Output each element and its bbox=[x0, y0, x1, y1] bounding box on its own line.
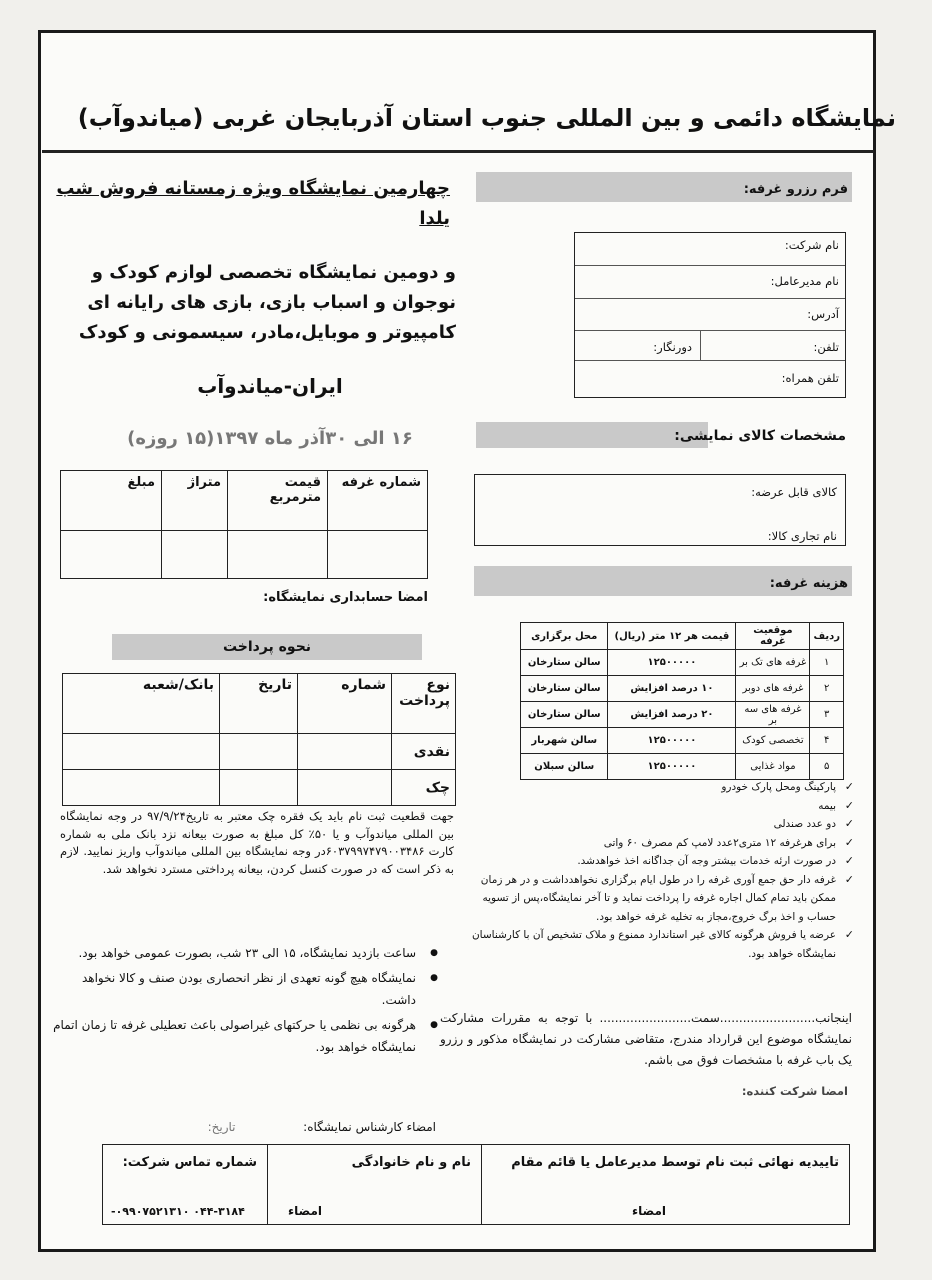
page-title: نمایشگاه دائمی و بین المللی جنوب استان آذربایجان غربی (میاندوآب) bbox=[77, 104, 896, 132]
list-item: ✓ دو عدد صندلی bbox=[470, 815, 854, 834]
mobile-label: تلفن همراه: bbox=[781, 371, 839, 385]
event-sub-line3: کامپیوتر و موبایل،مادر، سیسمونی و کودک bbox=[78, 322, 456, 343]
cost-cell: ۱۲۵۰۰۰۰۰ bbox=[608, 754, 736, 780]
table-row bbox=[521, 728, 844, 754]
booth-col-area: متراژ bbox=[162, 471, 228, 531]
cheque-bank-input[interactable] bbox=[63, 770, 220, 806]
contract-text: اینجانب.........................سمت........................ با توجه به مقررات مشارکت نمایشگاه موضوع این قرارداد مندرج، متقاضی مشارکت در نمایشگاه مذکور و رزرو یک باب غرفه با مشخصات فوق می باشم. bbox=[440, 1011, 852, 1067]
pay-col-bank: بانک/شعبه bbox=[63, 674, 220, 734]
list-item: ● نمایشگاه هیچ گونه تعهدی از نظر انحصاری بودن صنف و کالا نخواهد داشت. bbox=[50, 967, 442, 1011]
approval-sign-label: امضاء bbox=[632, 1204, 667, 1218]
cash-date-input[interactable] bbox=[220, 734, 298, 770]
list-item: ✓ برای هرغرفه ۱۲ متری۲عدد لامپ کم مصرف ۶۰ واتی bbox=[470, 834, 854, 853]
cash-number-input[interactable] bbox=[298, 734, 392, 770]
address-label: آدرس: bbox=[807, 307, 839, 321]
goods-bar bbox=[476, 422, 708, 448]
pay-col-date: تاریخ bbox=[220, 674, 298, 734]
cost-cell: سالن ستارخان bbox=[521, 650, 608, 676]
fax-field[interactable] bbox=[575, 331, 701, 360]
cost-cell: ۲۰ درصد افزایش bbox=[608, 702, 736, 728]
ceo-name-label: نام مدیرعامل: bbox=[770, 274, 839, 288]
cheque-number-input[interactable] bbox=[298, 770, 392, 806]
list-item: ✓ عرضه یا فروش هرگونه کالای غیر استاندارد ممنوع و ملاک تشخیص آن با کارشناسان نمایشگاه خواهد بود. bbox=[470, 926, 854, 963]
company-name-label: نام شرکت: bbox=[784, 238, 839, 252]
name-label: نام و نام خانوادگی bbox=[351, 1155, 471, 1170]
cost-heading: هزینه غرفه: bbox=[769, 576, 848, 591]
pay-row-cheque: چک bbox=[392, 770, 456, 806]
pay-col-number: شماره bbox=[298, 674, 392, 734]
accounting-signature: امضا حسابداری نمایشگاه: bbox=[263, 590, 428, 605]
booth-col-number: شماره غرفه bbox=[328, 471, 428, 531]
approval-cell[interactable] bbox=[482, 1145, 850, 1225]
expert-signature-line bbox=[118, 1120, 436, 1134]
event-title bbox=[42, 174, 450, 234]
goods-heading: مشخصات کالای نمایشی: bbox=[674, 428, 846, 444]
ceo-name-field[interactable] bbox=[575, 266, 845, 299]
cost-cell: غرفه های تک بر bbox=[736, 650, 810, 676]
booking-form-heading: فرم رزرو غرفه: bbox=[743, 182, 848, 197]
event-city: ایران-میاندوآب bbox=[197, 374, 343, 398]
table-row bbox=[61, 531, 428, 579]
cost-cell: سالن ستارخان bbox=[521, 702, 608, 728]
pay-row-cash: نقدی bbox=[392, 734, 456, 770]
brand-field[interactable] bbox=[768, 529, 837, 543]
cost-table bbox=[520, 622, 844, 780]
cost-col-row: ردیف bbox=[810, 623, 844, 650]
approval-label: تاییدیه نهائی ثبت نام توسط مدیرعامل یا قائم مقام bbox=[511, 1155, 839, 1170]
payment-heading: نحوه پرداخت bbox=[112, 634, 422, 660]
cost-cell: مواد غذایی bbox=[736, 754, 810, 780]
list-item: ✓ پارکینگ ومحل پارک خودرو bbox=[470, 778, 854, 797]
name-sign-label: امضاء bbox=[288, 1204, 323, 1218]
booth-col-amount: مبلغ bbox=[61, 471, 162, 531]
event-sub-line2: نوجوان و اسباب بازی، بازی های رایانه ای bbox=[87, 292, 456, 313]
date-label: تاریخ: bbox=[207, 1120, 236, 1134]
event-sub-line1: و دومین نمایشگاه تخصصی لوازم کودک و bbox=[91, 262, 456, 283]
event-title-line1: چهارمین نمایشگاه ویژه زمستانه فروش شب bbox=[56, 178, 450, 199]
contact-numbers: ۰۴۴-۳۱۸۴ ۰۹۹۰۷۵۲۱۳۱۰- bbox=[111, 1205, 245, 1218]
contact-cell bbox=[103, 1145, 268, 1225]
fax-label: دورنگار: bbox=[653, 340, 692, 354]
name-cell[interactable] bbox=[268, 1145, 482, 1225]
cost-cell: سالن سبلان bbox=[521, 754, 608, 780]
cost-cell: ۴ bbox=[810, 728, 844, 754]
booth-number-input[interactable] bbox=[328, 531, 428, 579]
rules-list bbox=[50, 942, 442, 1061]
cost-cell: سالن ستارخان bbox=[521, 676, 608, 702]
brand-label: نام تجاری کالا: bbox=[767, 529, 837, 543]
contact-label: شماره تماس شرکت: bbox=[122, 1155, 257, 1170]
phone-field[interactable] bbox=[575, 331, 845, 361]
cost-col-position: موقعیت غرفه bbox=[736, 623, 810, 650]
company-name-field[interactable] bbox=[575, 233, 845, 266]
mobile-field[interactable] bbox=[575, 361, 845, 397]
table-row bbox=[521, 676, 844, 702]
table-row bbox=[63, 770, 456, 806]
list-item: ✓ در صورت ارئه خدمات بیشتر وجه آن جداگانه اخذ خواهدشد. bbox=[470, 852, 854, 871]
list-item: ● ساعت بازدید نمایشگاه، ۱۵ الی ۲۳ شب، بصورت عمومی خواهد بود. bbox=[50, 942, 442, 964]
goods-box bbox=[474, 474, 846, 546]
final-approval-table bbox=[102, 1144, 850, 1225]
list-item: ✓ غرفه دار حق جمع آوری غرفه را در طول ایام برگزاری نخواهدداشت و در هر زمان ممکن باید تمام کمال اجاره غرفه را پرداخت نماید و تا آخر نمایشگاه،پس از تسویه حساب و اخذ برگ خروج،مجاز به تخلیه غرفه خواهد بود. bbox=[470, 871, 854, 927]
address-field[interactable] bbox=[575, 299, 845, 331]
table-row bbox=[63, 734, 456, 770]
cost-cell: غرفه های سه بر bbox=[736, 702, 810, 728]
expert-signature: امضاء کارشناس نمایشگاه: bbox=[303, 1120, 436, 1134]
table-row bbox=[103, 1145, 850, 1225]
cost-cell: ۳ bbox=[810, 702, 844, 728]
event-date: ۱۶ الی ۳۰آذر ماه ۱۳۹۷(۱۵ روزه) bbox=[127, 428, 413, 449]
company-signature: امضا شرکت کننده: bbox=[741, 1084, 848, 1098]
services-checklist bbox=[470, 778, 854, 963]
cost-cell: سالن شهربار bbox=[521, 728, 608, 754]
booth-area-input[interactable] bbox=[162, 531, 228, 579]
cost-cell: تخصصی کودک bbox=[736, 728, 810, 754]
cheque-date-input[interactable] bbox=[220, 770, 298, 806]
cost-col-price: قیمت هر ۱۲ متر (ریال) bbox=[608, 623, 736, 650]
exhibitable-goods-field[interactable] bbox=[751, 485, 837, 499]
cost-cell: ۱ bbox=[810, 650, 844, 676]
cost-col-venue: محل برگزاری bbox=[521, 623, 608, 650]
cash-bank-input[interactable] bbox=[63, 734, 220, 770]
payment-note: جهت قطعیت ثبت نام باید یک فقره چک معتبر به تاریخ۹۷/۹/۲۴ در وجه نمایشگاه بین المللی میاندوآب و یا ۵۰٪ کل مبلغ به صورت بیعانه نزد بانک ملی به شماره کارت ۶۰۳۷۹۹۷۴۷۹۰۰۳۴۸۶در وجه نمایشگاه بین المللی میاندوآب واریز نمایید. لازم به ذکر است که در صورت کنسل کردن، بیعانه پرداختی مسترد نخواهد شد. bbox=[60, 809, 455, 876]
title-divider bbox=[42, 150, 874, 153]
booth-table bbox=[60, 470, 428, 579]
table-row bbox=[521, 754, 844, 780]
pay-col-type: نوع پرداخت bbox=[392, 674, 456, 734]
table-row bbox=[521, 650, 844, 676]
booth-col-price: قیمت مترمربع bbox=[228, 471, 328, 531]
booth-price-input[interactable] bbox=[228, 531, 328, 579]
cost-cell: ۵ bbox=[810, 754, 844, 780]
phone-label: تلفن: bbox=[813, 340, 839, 354]
list-item: ● هرگونه بی نظمی یا حرکتهای غیراصولی باعث تعطیلی غرفه تا زمان اتمام نمایشگاه خواهد بود. bbox=[50, 1014, 442, 1058]
payment-table bbox=[62, 673, 456, 806]
booth-amount-input[interactable] bbox=[61, 531, 162, 579]
cost-cell: ۱۲۵۰۰۰۰۰ bbox=[608, 728, 736, 754]
exhibitable-goods-label: کالای قابل عرضه: bbox=[751, 485, 837, 499]
cost-cell: ۱۰ درصد افزایش bbox=[608, 676, 736, 702]
cost-cell: غرفه های دوبر bbox=[736, 676, 810, 702]
company-info-box bbox=[574, 232, 846, 398]
event-subtitle bbox=[38, 258, 456, 348]
list-item: ✓ بیمه bbox=[470, 797, 854, 816]
table-row bbox=[521, 702, 844, 728]
cost-cell: ۲ bbox=[810, 676, 844, 702]
cost-cell: ۱۲۵۰۰۰۰۰ bbox=[608, 650, 736, 676]
event-title-line2: یلدا bbox=[419, 208, 450, 229]
